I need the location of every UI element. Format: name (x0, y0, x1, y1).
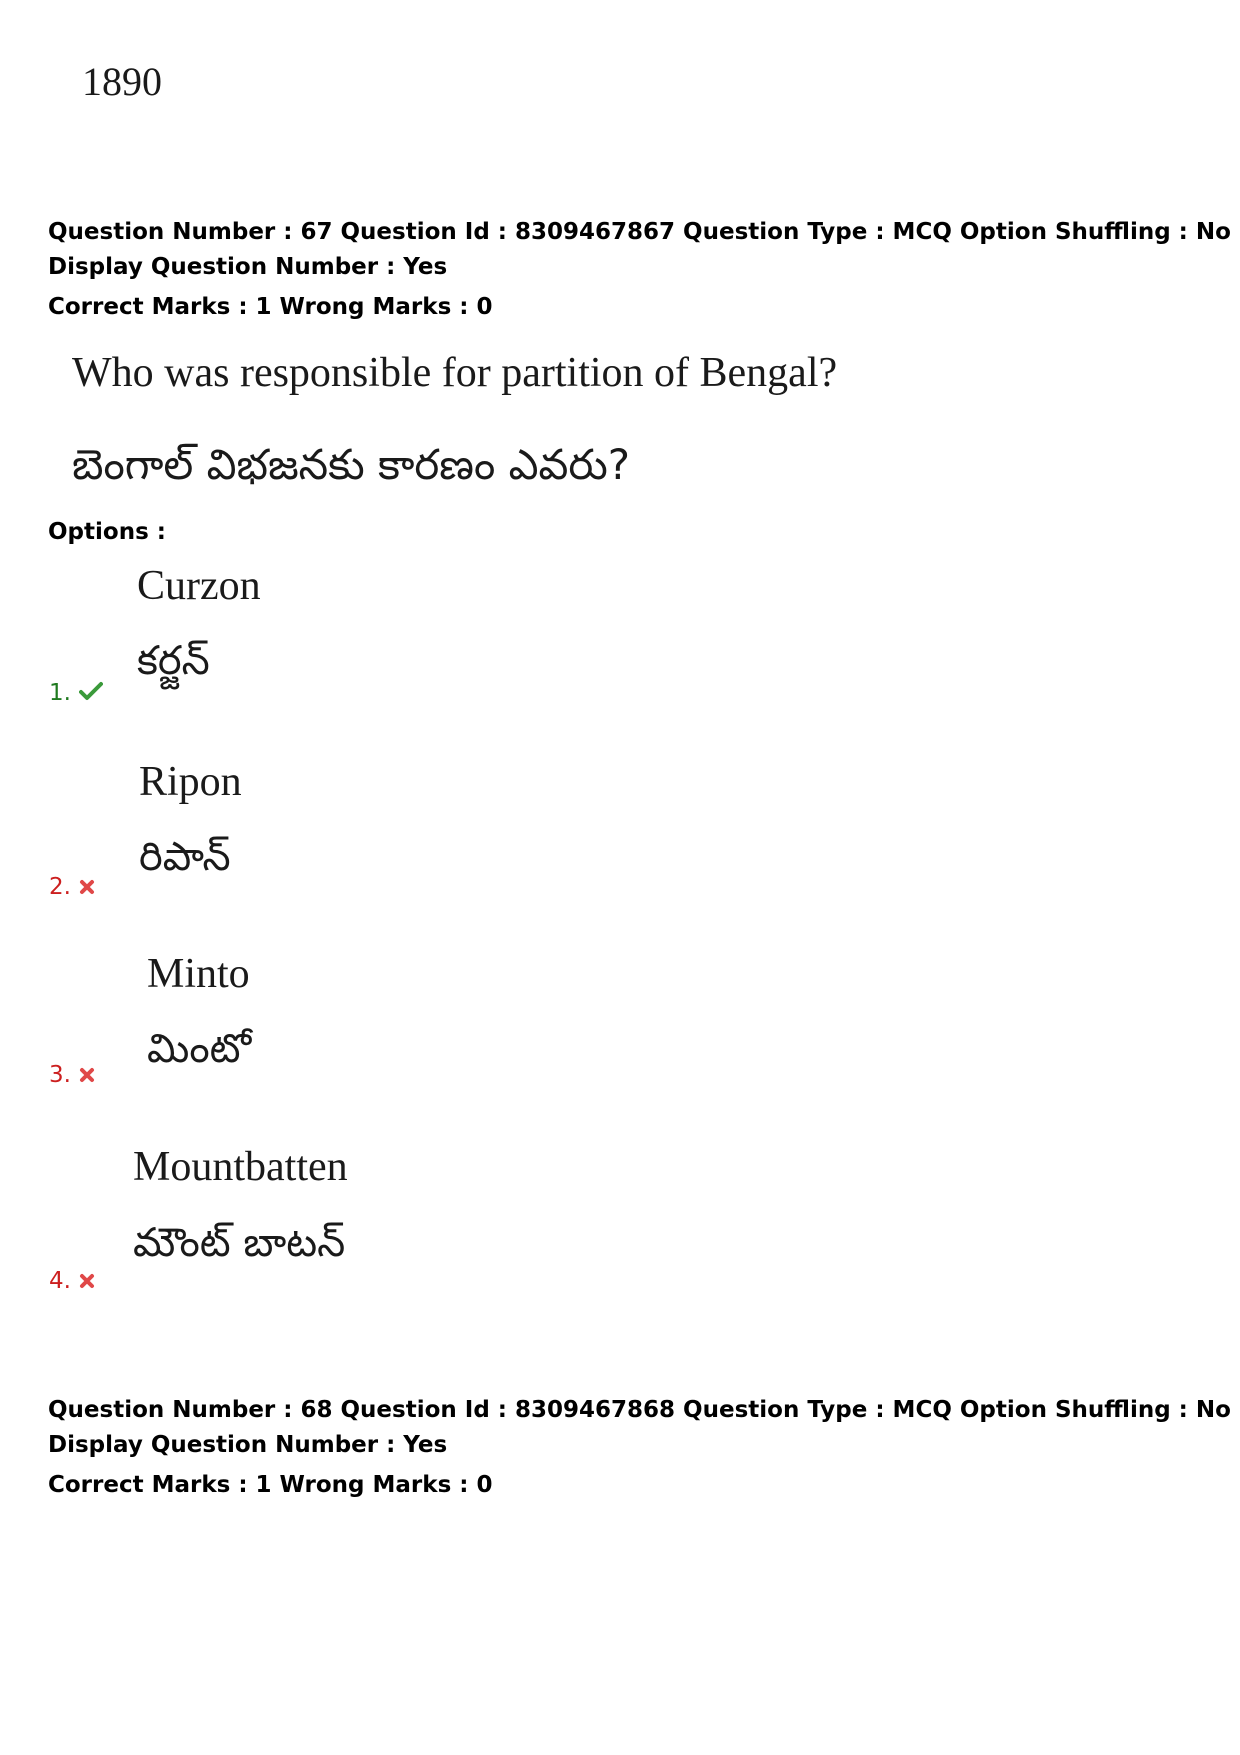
check-icon (79, 681, 103, 707)
q67-marks-line: Correct Marks : 1 Wrong Marks : 0 (48, 294, 493, 320)
q68-header-line1: Question Number : 68 Question Id : 8309467868 Question Type : MCQ Option Shuffling : No (48, 1397, 1231, 1423)
previous-answer-tail: 1890 (82, 59, 162, 104)
cross-icon (79, 1269, 95, 1295)
q67-header-line2: Display Question Number : Yes (48, 254, 448, 280)
cross-icon (79, 875, 95, 901)
option-3-english: Minto (147, 951, 250, 997)
option-1-telugu: కర్జన్ (137, 638, 210, 684)
option-4-telugu: మౌంట్ బాటన్ (133, 1220, 346, 1266)
option-2-number (49, 874, 95, 901)
option-3-number (49, 1062, 95, 1089)
option-4-number-text: 4. (49, 1268, 71, 1294)
q68-marks-line: Correct Marks : 1 Wrong Marks : 0 (48, 1472, 493, 1498)
options-label: Options : (48, 519, 166, 545)
option-1-number (49, 680, 103, 707)
option-1-english: Curzon (137, 563, 261, 609)
option-3-number-text: 3. (49, 1062, 71, 1088)
cross-icon (79, 1063, 95, 1089)
q67-header-line1: Question Number : 67 Question Id : 8309467867 Question Type : MCQ Option Shuffling : No (48, 219, 1231, 245)
q68-header-line2: Display Question Number : Yes (48, 1432, 448, 1458)
q67-question-english: Who was responsible for partition of Bengal? (72, 350, 838, 396)
q67-question-telugu: బెంగాల్ విభజనకు కారణం ఎవరు? (72, 440, 631, 489)
option-1-number-text: 1. (49, 680, 71, 706)
option-2-number-text: 2. (49, 874, 71, 900)
option-3-telugu: మింటో (147, 1026, 252, 1072)
option-4-number (49, 1268, 95, 1295)
option-4-english: Mountbatten (133, 1144, 348, 1190)
option-2-english: Ripon (139, 759, 242, 805)
option-2-telugu: రిపాన్ (139, 834, 231, 880)
